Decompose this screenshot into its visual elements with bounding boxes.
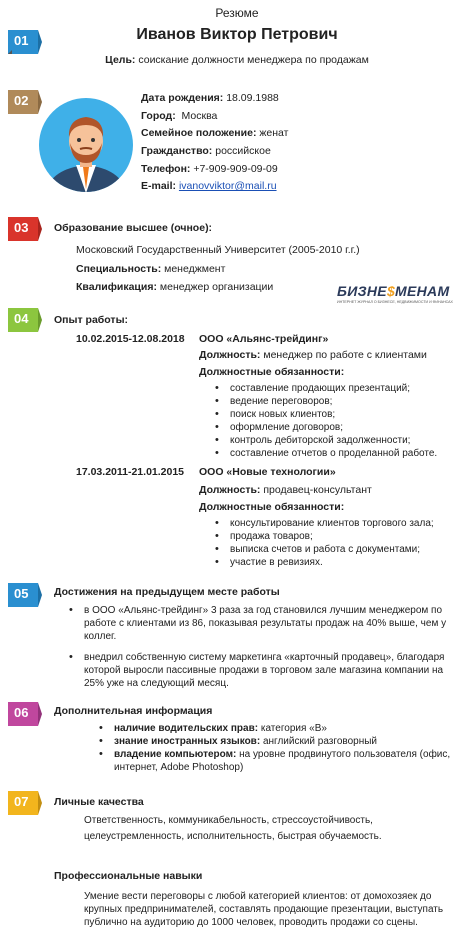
professional-skills-text: Умение вести переговоры с любой категорией клиентов: от домохозяек до крупных предпринимателей, составлять продающие презентации, выступать публично на аудиторию до 1000 человек, проводить продажи со сцены.: [84, 891, 444, 928]
email-link[interactable]: ivanovviktor@mail.ru: [178, 180, 277, 192]
family-status-label: Семейное положение:: [141, 127, 257, 139]
birth-date-row: [141, 91, 279, 105]
avatar: [38, 97, 134, 193]
job-1-position-row: [199, 348, 427, 362]
job-1-duties-list: [212, 382, 437, 460]
item-label: наличие водительских прав:: [114, 723, 259, 734]
document-title: Резюме: [215, 6, 259, 20]
additional-info-title: Дополнительная информация: [54, 705, 213, 717]
birth-date-value: 18.09.1988: [226, 92, 279, 104]
phone-label: Телефон:: [141, 163, 191, 175]
item-label: знание иностранных языков:: [114, 736, 261, 747]
family-status-value: женат: [259, 127, 289, 139]
position-label: Должность:: [199, 484, 261, 496]
achievements-list: [66, 604, 462, 690]
badge-number: 06: [14, 705, 29, 720]
goal-value: соискание должности менеджера по продажам: [138, 54, 369, 66]
education-title: Образование высшее (очное):: [54, 222, 213, 234]
section-badge-04: [8, 308, 42, 332]
item-label: владение компьютером:: [114, 749, 237, 760]
specialty-value: менеджмент: [164, 263, 226, 275]
badge-number: 03: [14, 220, 29, 235]
section-badge-07: [8, 791, 42, 815]
professional-skills-title: Профессиональные навыки: [54, 870, 203, 882]
list-item: • участие в ревизиях.: [212, 556, 434, 569]
list-item: [96, 748, 466, 774]
section-badge-05: [8, 583, 42, 607]
list-item: • оформление договоров;: [212, 421, 437, 434]
personal-qualities-text: Ответственность, коммуникабельность, стрессоустойчивость, целеустремленность, исполнительность, быстрая обучаемость.: [84, 815, 382, 842]
section-badge-01: [8, 30, 42, 54]
qualification-value: менеджер организации: [159, 281, 274, 293]
job-1-period: 10.02.2015-12.08.2018: [76, 333, 185, 345]
personal-qualities-title: Личные качества: [54, 796, 144, 808]
phone-row: [141, 162, 278, 176]
citizenship-value: российское: [215, 145, 271, 157]
job-2-company: ООО «Новые технологии»: [199, 466, 336, 478]
list-item: • консультирование клиентов торгового зала;: [212, 517, 434, 530]
email-row: [141, 179, 277, 193]
list-item: [96, 722, 466, 735]
achievements-title: Достижения на предыдущем месте работы: [54, 586, 280, 598]
job-2-period: 17.03.2011-21.01.2015: [76, 466, 185, 478]
city-label: Город:: [141, 110, 176, 122]
email-label: E-mail:: [141, 180, 177, 192]
logo-text-left: БИЗНЕ: [337, 283, 387, 299]
list-item: • контроль дебиторской задолженности;: [212, 434, 437, 447]
list-item: • поиск новых клиентов;: [212, 408, 437, 421]
citizenship-label: Гражданство:: [141, 145, 213, 157]
biznesmenam-logo: [337, 283, 462, 304]
university: Московский Государственный Университет (2005-2010 г.г.): [76, 244, 360, 256]
position-value: продавец-консультант: [263, 484, 372, 496]
position-value: менеджер по работе с клиентами: [263, 349, 427, 361]
qualification-row: [76, 280, 273, 294]
phone-value: +7-909-909-09-09: [193, 163, 278, 175]
badge-number: 07: [14, 794, 29, 809]
section-badge-02: [8, 90, 42, 114]
job-2-duties-label: Должностные обязанности:: [199, 501, 345, 513]
list-item: • составление отчетов о проделанной работе.: [212, 447, 437, 460]
experience-title: Опыт работы:: [54, 314, 129, 326]
qualification-label: Квалификация:: [76, 281, 157, 293]
city-value: Москва: [181, 110, 218, 122]
list-item: • ведение переговоров;: [212, 395, 437, 408]
job-2-duties-list: [212, 517, 434, 569]
item-value: категория «В»: [260, 723, 327, 734]
section-badge-06: [8, 702, 42, 726]
city-row: [141, 109, 217, 123]
badge-number: 05: [14, 586, 29, 601]
additional-info-list: [96, 722, 466, 774]
birth-date-label: Дата рождения:: [141, 92, 224, 104]
list-item: • внедрил собственную систему маркетинга «карточный продавец», благодаря которой выросли пассивные продажи в торговом зале магазина компании на 25% уже на следующий месяц.: [66, 651, 462, 690]
position-label: Должность:: [199, 349, 261, 361]
goal-line: [0, 53, 474, 67]
badge-number: 04: [14, 311, 29, 326]
list-item: • продажа товаров;: [212, 530, 434, 543]
specialty-label: Специальность:: [76, 263, 162, 275]
goal-label: Цель:: [105, 54, 136, 66]
family-status-row: [141, 126, 288, 140]
logo-subtitle: ИНТЕРНЕТ ЖУРНАЛ О БИЗНЕСЕ, НЕДВИЖИМОСТИ И ФИНАНСАХ: [337, 300, 453, 304]
section-badge-03: [8, 217, 42, 241]
badge-number: 02: [14, 93, 29, 108]
logo-text-right: МЕНАМ: [395, 283, 450, 299]
list-item: • выписка счетов и работа с документами;: [212, 543, 434, 556]
item-value: на уровне продвинутого пользователя (офис, интернет, Adobe Photoshop): [114, 749, 451, 773]
item-value: английский разговорный: [262, 736, 378, 747]
logo-dollar-icon: $: [386, 283, 396, 299]
list-item: • составление продающих презентаций;: [212, 382, 437, 395]
job-1-duties-label: Должностные обязанности:: [199, 366, 345, 378]
list-item: [96, 735, 466, 748]
job-1-company: ООО «Альянс-трейдинг»: [199, 333, 329, 345]
list-item: • в ООО «Альянс-трейдинг» 3 раза за год становился лучшим менеджером по работе с клиентами из 86, показывая результаты продаж на 40% выше, чем у коллег.: [66, 604, 462, 643]
badge-number: 01: [14, 33, 29, 48]
job-2-position-row: [199, 483, 372, 497]
citizenship-row: [141, 144, 271, 158]
candidate-name: Иванов Виктор Петрович: [136, 26, 338, 43]
specialty-row: [76, 262, 225, 276]
